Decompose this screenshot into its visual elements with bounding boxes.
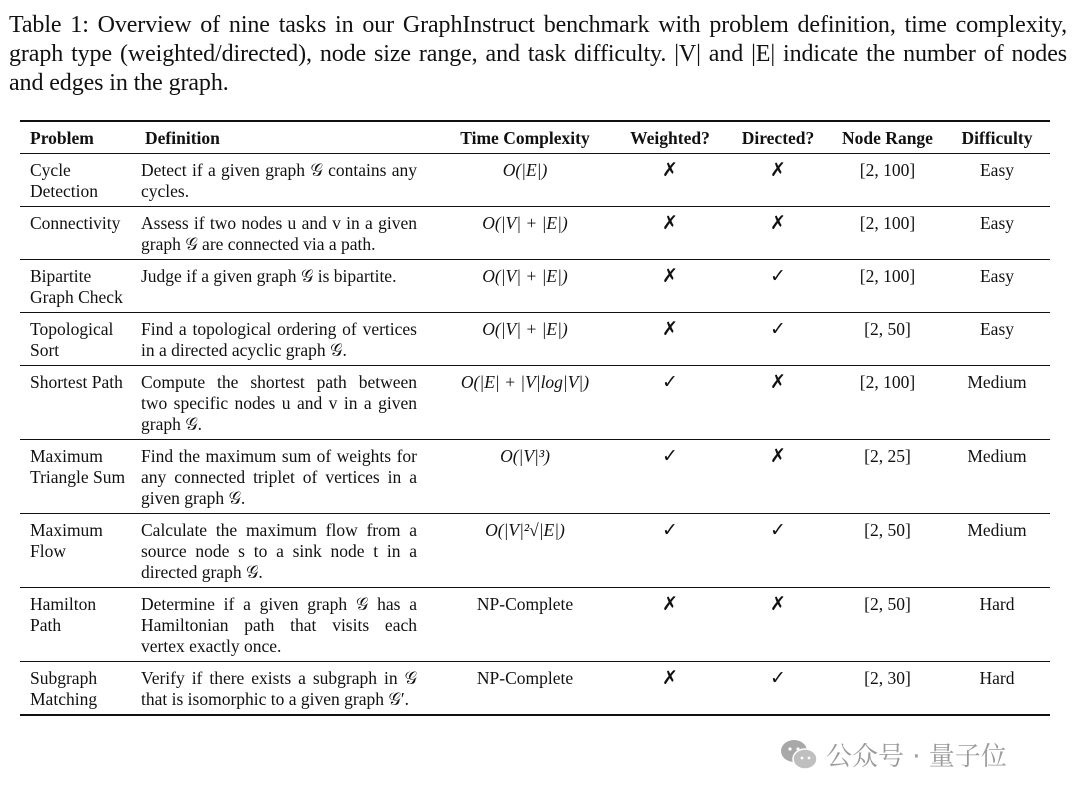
cell-node-range: [2, 50]: [831, 588, 944, 662]
cell-difficulty: Easy: [944, 154, 1050, 207]
cell-weighted: ✓: [615, 514, 725, 588]
table-row: [20, 313, 1050, 366]
cell-node-range: [2, 100]: [831, 154, 944, 207]
table-row: [20, 514, 1050, 588]
cell-weighted: ✗: [615, 588, 725, 662]
cell-time-complexity: O(|V| + |E|): [435, 313, 615, 366]
cell-difficulty: Hard: [944, 588, 1050, 662]
cell-directed: ✗: [725, 366, 831, 440]
cell-difficulty: Easy: [944, 207, 1050, 260]
cell-directed: ✓: [725, 260, 831, 313]
header-definition: Definition: [135, 121, 435, 154]
cell-directed: ✗: [725, 207, 831, 260]
header-directed: Directed?: [725, 121, 831, 154]
cell-time-complexity: O(|E|): [435, 154, 615, 207]
cell-difficulty: Hard: [944, 662, 1050, 716]
cell-node-range: [2, 50]: [831, 313, 944, 366]
cell-problem: Cycle Detection: [20, 154, 135, 207]
cell-problem: Topological Sort: [20, 313, 135, 366]
cell-problem: Subgraph Matching: [20, 662, 135, 716]
header-time-complexity: Time Complexity: [435, 121, 615, 154]
watermark-text: 公众号 · 量子位: [826, 742, 1007, 772]
cell-weighted: ✗: [615, 313, 725, 366]
cell-node-range: [2, 50]: [831, 514, 944, 588]
cell-difficulty: Medium: [944, 514, 1050, 588]
cell-node-range: [2, 100]: [831, 207, 944, 260]
header-row: [20, 121, 1050, 154]
header-difficulty: Difficulty: [944, 121, 1050, 154]
watermark: [780, 736, 1007, 773]
table-row: [20, 154, 1050, 207]
cell-directed: ✗: [725, 154, 831, 207]
cell-definition: Find the maximum sum of weights for any connected triplet of vertices in a given graph 𝒢.: [135, 440, 435, 514]
cell-problem: Maximum Flow: [20, 514, 135, 588]
cell-weighted: ✗: [615, 154, 725, 207]
cell-weighted: ✓: [615, 366, 725, 440]
cell-problem: Connectivity: [20, 207, 135, 260]
header-weighted: Weighted?: [615, 121, 725, 154]
cell-definition: Detect if a given graph 𝒢 contains any cycles.: [135, 154, 435, 207]
cell-definition: Find a topological ordering of vertices in a directed acyclic graph 𝒢.: [135, 313, 435, 366]
cell-weighted: ✗: [615, 662, 725, 716]
cell-difficulty: Medium: [944, 440, 1050, 514]
cell-problem: Maximum Triangle Sum: [20, 440, 135, 514]
cell-node-range: [2, 25]: [831, 440, 944, 514]
cell-node-range: [2, 30]: [831, 662, 944, 716]
cell-problem: Bipartite Graph Check: [20, 260, 135, 313]
cell-problem: Shortest Path: [20, 366, 135, 440]
table-row: [20, 366, 1050, 440]
cell-difficulty: Easy: [944, 260, 1050, 313]
cell-time-complexity: O(|V| + |E|): [435, 260, 615, 313]
cell-weighted: ✗: [615, 260, 725, 313]
header-problem: Problem: [20, 121, 135, 154]
table-row: [20, 588, 1050, 662]
table-row: [20, 260, 1050, 313]
cell-time-complexity: O(|V| + |E|): [435, 207, 615, 260]
cell-definition: Calculate the maximum flow from a source node s to a sink node t in a directed graph 𝒢.: [135, 514, 435, 588]
cell-node-range: [2, 100]: [831, 366, 944, 440]
table-caption: Table 1: Overview of nine tasks in our GraphInstruct benchmark with problem definition, time complexity, graph type (weighted/directed), node size range, and task difficulty. |V| and |E| indicate the number of nodes and edges in the graph.: [9, 12, 1067, 96]
wechat-icon: [780, 738, 818, 772]
table-row: [20, 207, 1050, 260]
cell-directed: ✓: [725, 514, 831, 588]
cell-weighted: ✓: [615, 440, 725, 514]
cell-directed: ✗: [725, 588, 831, 662]
cell-time-complexity: NP-Complete: [435, 588, 615, 662]
cell-time-complexity: O(|E| + |V|log|V|): [435, 366, 615, 440]
cell-definition: Determine if a given graph 𝒢 has a Hamiltonian path that visits each vertex exactly once.: [135, 588, 435, 662]
cell-difficulty: Easy: [944, 313, 1050, 366]
benchmark-table: [20, 120, 1050, 716]
cell-definition: Verify if there exists a subgraph in 𝒢 that is isomorphic to a given graph 𝒢′.: [135, 662, 435, 716]
cell-directed: ✓: [725, 313, 831, 366]
cell-definition: Assess if two nodes u and v in a given graph 𝒢 are connected via a path.: [135, 207, 435, 260]
cell-difficulty: Medium: [944, 366, 1050, 440]
cell-definition: Judge if a given graph 𝒢 is bipartite.: [135, 260, 435, 313]
cell-problem: Hamilton Path: [20, 588, 135, 662]
header-node-range: Node Range: [831, 121, 944, 154]
table-row: [20, 662, 1050, 716]
cell-weighted: ✗: [615, 207, 725, 260]
cell-time-complexity: O(|V|²√|E|): [435, 514, 615, 588]
table-row: [20, 440, 1050, 514]
cell-time-complexity: O(|V|³): [435, 440, 615, 514]
cell-definition: Compute the shortest path between two specific nodes u and v in a given graph 𝒢.: [135, 366, 435, 440]
cell-directed: ✓: [725, 662, 831, 716]
cell-directed: ✗: [725, 440, 831, 514]
cell-node-range: [2, 100]: [831, 260, 944, 313]
cell-time-complexity: NP-Complete: [435, 662, 615, 716]
